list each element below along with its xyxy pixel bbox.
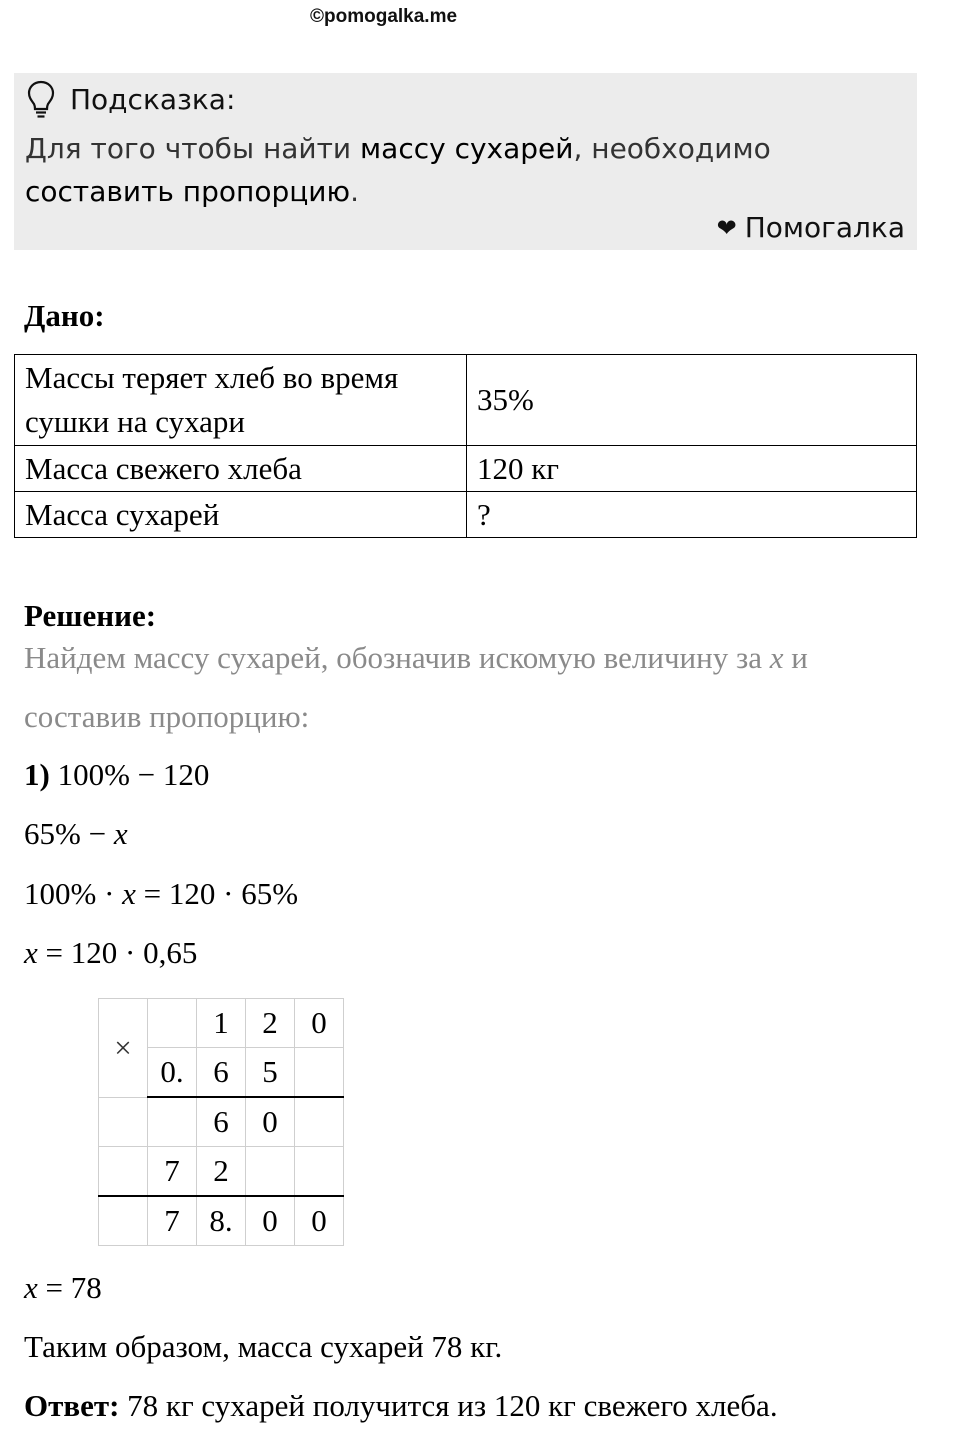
watermark: ©pomogalka.me bbox=[310, 6, 458, 27]
hint-header bbox=[26, 79, 235, 119]
given-label: Масса свежего хлеба bbox=[15, 446, 467, 492]
multiply-sign: × bbox=[99, 999, 148, 1098]
proportion-line-2: 65% − x bbox=[24, 816, 128, 851]
given-value: 120 кг bbox=[467, 446, 917, 492]
hint-box bbox=[14, 73, 917, 250]
table-row bbox=[15, 492, 917, 538]
mult-row bbox=[99, 1196, 344, 1246]
hint-bold-mass: массу сухарей bbox=[360, 132, 574, 165]
table-row bbox=[15, 355, 917, 446]
mult-cell bbox=[246, 1147, 295, 1197]
given-value: 35% bbox=[467, 355, 917, 446]
heart-icon: ❤ bbox=[716, 213, 737, 242]
mult-cell: 8. bbox=[197, 1196, 246, 1246]
answer-label: Ответ: bbox=[24, 1388, 120, 1423]
given-table bbox=[14, 354, 917, 538]
mult-cell bbox=[148, 999, 197, 1048]
mult-cell bbox=[99, 1196, 148, 1246]
mult-row bbox=[99, 1147, 344, 1197]
solution-intro-line-1: Найдем массу сухарей, обозначив искомую величину за x и bbox=[24, 640, 808, 675]
mult-cell: 7 bbox=[148, 1147, 197, 1197]
lightbulb-icon bbox=[26, 79, 56, 119]
answer-text: 78 кг сухарей получится из 120 кг свежего хлеба. bbox=[119, 1388, 778, 1423]
mult-cell: 5 bbox=[246, 1048, 295, 1098]
mult-cell bbox=[295, 1097, 344, 1147]
proportion-line-1: 1) 100% − 120 bbox=[24, 757, 210, 792]
conclusion-line: Таким образом, масса сухарей 78 кг. bbox=[24, 1329, 503, 1364]
mult-cell bbox=[99, 1147, 148, 1197]
mult-cell: 6 bbox=[197, 1097, 246, 1147]
result-line: x = 78 bbox=[24, 1270, 102, 1305]
table-row bbox=[15, 446, 917, 492]
mult-cell: 0 bbox=[246, 1097, 295, 1147]
mult-row bbox=[99, 999, 344, 1048]
mult-cell: 0 bbox=[295, 1196, 344, 1246]
given-label: Массы теряет хлеб во время сушки на сухари bbox=[15, 355, 467, 446]
mult-cell bbox=[295, 1147, 344, 1197]
given-label: Масса сухарей bbox=[15, 492, 467, 538]
substitution-line: x = 120 · 0,65 bbox=[24, 935, 198, 970]
mult-cell: 2 bbox=[197, 1147, 246, 1197]
mult-cell: 0 bbox=[246, 1196, 295, 1246]
mult-cell: 0. bbox=[148, 1048, 197, 1098]
multiplication-table bbox=[98, 998, 344, 1246]
equation-line: 100% · x = 120 · 65% bbox=[24, 876, 299, 911]
mult-cell: 0 bbox=[295, 999, 344, 1048]
answer-line bbox=[24, 1388, 778, 1424]
solution-heading: Решение: bbox=[24, 598, 157, 633]
given-value: ? bbox=[467, 492, 917, 538]
hint-signature: ❤ Помогалка bbox=[716, 211, 905, 244]
mult-cell: 2 bbox=[246, 999, 295, 1048]
hint-bold-proportion: составить пропорцию bbox=[25, 175, 351, 208]
mult-cell bbox=[99, 1097, 148, 1147]
mult-cell bbox=[148, 1097, 197, 1147]
mult-cell bbox=[295, 1048, 344, 1098]
mult-row bbox=[99, 1097, 344, 1147]
solution-intro-line-2: составив пропорцию: bbox=[24, 699, 310, 734]
hint-title: Подсказка: bbox=[70, 82, 236, 116]
given-heading: Дано: bbox=[24, 298, 105, 333]
mult-cell: 1 bbox=[197, 999, 246, 1048]
mult-cell: 6 bbox=[197, 1048, 246, 1098]
mult-cell: 7 bbox=[148, 1196, 197, 1246]
hint-text: Для того чтобы найти массу сухарей, необходимо составить пропорцию. bbox=[25, 132, 771, 208]
